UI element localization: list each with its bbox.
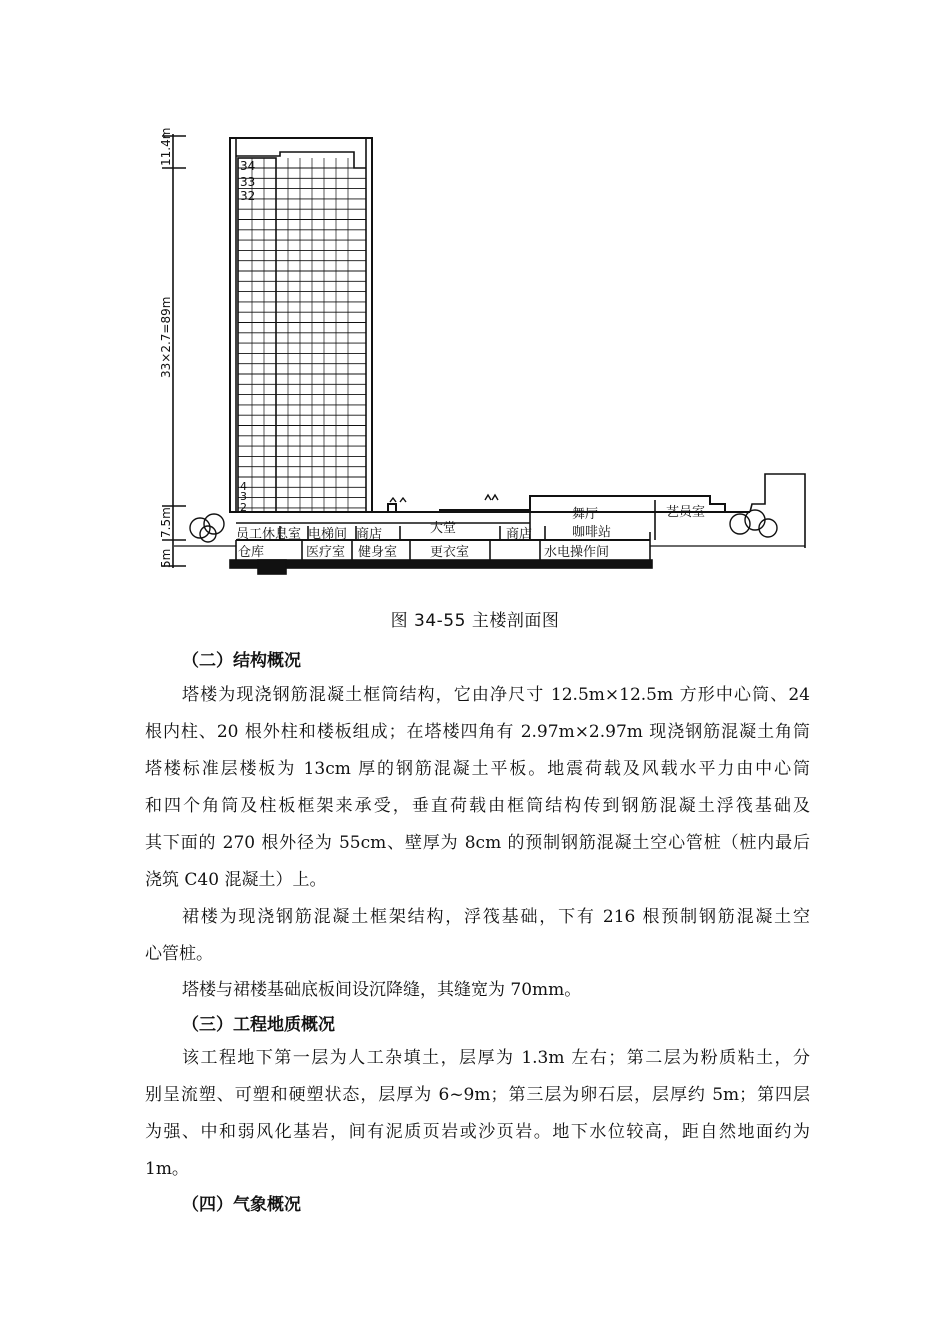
room-shop-1: 商店 [356, 527, 383, 542]
dim-middle-label: 33×2.7=89m [159, 296, 173, 378]
room-gym: 健身室 [358, 545, 398, 560]
floor-label-34: 34 [240, 159, 256, 173]
dim-basement-label: 5m [159, 548, 173, 568]
paragraph-line: 塔楼与裙楼基础底板间设沉降缝，其缝宽为 70mm。 [182, 980, 582, 1000]
foundation-slab [230, 560, 652, 568]
room-elevator: 电梯间 [308, 527, 348, 542]
tower-floor-grid [238, 158, 366, 512]
paragraph-line: 其下面的 270 根外径为 55cm、壁厚为 8cm 的预制钢筋混凝土空心管桩（桩内最后 [145, 833, 810, 853]
room-cafe: 咖啡站 [572, 525, 612, 540]
dim-top-label: 11.4m [159, 128, 173, 166]
section-heading-structure: （二）结构概况 [182, 651, 301, 671]
floor-label-33: 33 [240, 175, 256, 189]
room-clinic: 医疗室 [306, 545, 346, 560]
paragraph-line: 1m。 [145, 1159, 189, 1179]
paragraph-line: 心管桩。 [145, 944, 213, 964]
room-lobby: 大堂 [430, 521, 457, 536]
dim-podium-label: 7.5m [159, 507, 173, 538]
paragraph-line: 塔楼标准层楼板为 13cm 厚的钢筋混凝土平板。地震荷载及风载水平力由中心筒 [145, 759, 810, 779]
room-dance-hall: 舞厅 [572, 507, 599, 522]
room-warehouse: 仓库 [238, 545, 265, 560]
floor-label-2: 2 [240, 501, 247, 514]
paragraph-line: 根内柱、20 根外柱和楼板组成；在塔楼四角有 2.97m×2.97m 现浇钢筋混凝土角筒 [145, 722, 810, 742]
room-locker: 更衣室 [430, 545, 470, 560]
room-staff-lounge: 员工休息室 [236, 527, 302, 542]
room-artist: 艺员室 [666, 505, 706, 520]
paragraph-line: 浇筑 C40 混凝土）上。 [145, 870, 327, 890]
building-section-figure [140, 128, 810, 580]
floor-label-32: 32 [240, 189, 256, 203]
floor-label-3: 3 [240, 490, 247, 503]
paragraph-line: 别呈流塑、可塑和硬塑状态，层厚为 6~9m；第三层为卵石层，层厚约 5m；第四层 [145, 1085, 810, 1105]
paragraph-line: 裙楼为现浇钢筋混凝土框架结构，浮筏基础，下有 216 根预制钢筋混凝土空 [182, 907, 810, 927]
room-shop-2: 商店 [506, 527, 533, 542]
paragraph-line: 和四个角筒及柱板框架来承受，垂直荷载由框筒结构传到钢筋混凝土浮筏基础及 [145, 796, 810, 816]
figure-caption: 图 34-55 主楼剖面图 [390, 611, 560, 631]
floor-label-4: 4 [240, 480, 247, 493]
section-heading-weather: （四）气象概况 [182, 1195, 301, 1215]
room-utility: 水电操作间 [544, 545, 610, 560]
paragraph-line: 为强、中和弱风化基岩，间有泥质页岩或沙页岩。地下水位较高，距自然地面约为 [145, 1122, 810, 1142]
paragraph-line: 塔楼为现浇钢筋混凝土框筒结构，它由净尺寸 12.5m×12.5m 方形中心筒、24 [182, 685, 810, 705]
section-drawing [140, 128, 810, 580]
section-heading-geology: （三）工程地质概况 [182, 1015, 335, 1035]
paragraph-line: 该工程地下第一层为人工杂填土，层厚为 1.3m 左右；第二层为粉质粘土，分 [182, 1048, 810, 1068]
